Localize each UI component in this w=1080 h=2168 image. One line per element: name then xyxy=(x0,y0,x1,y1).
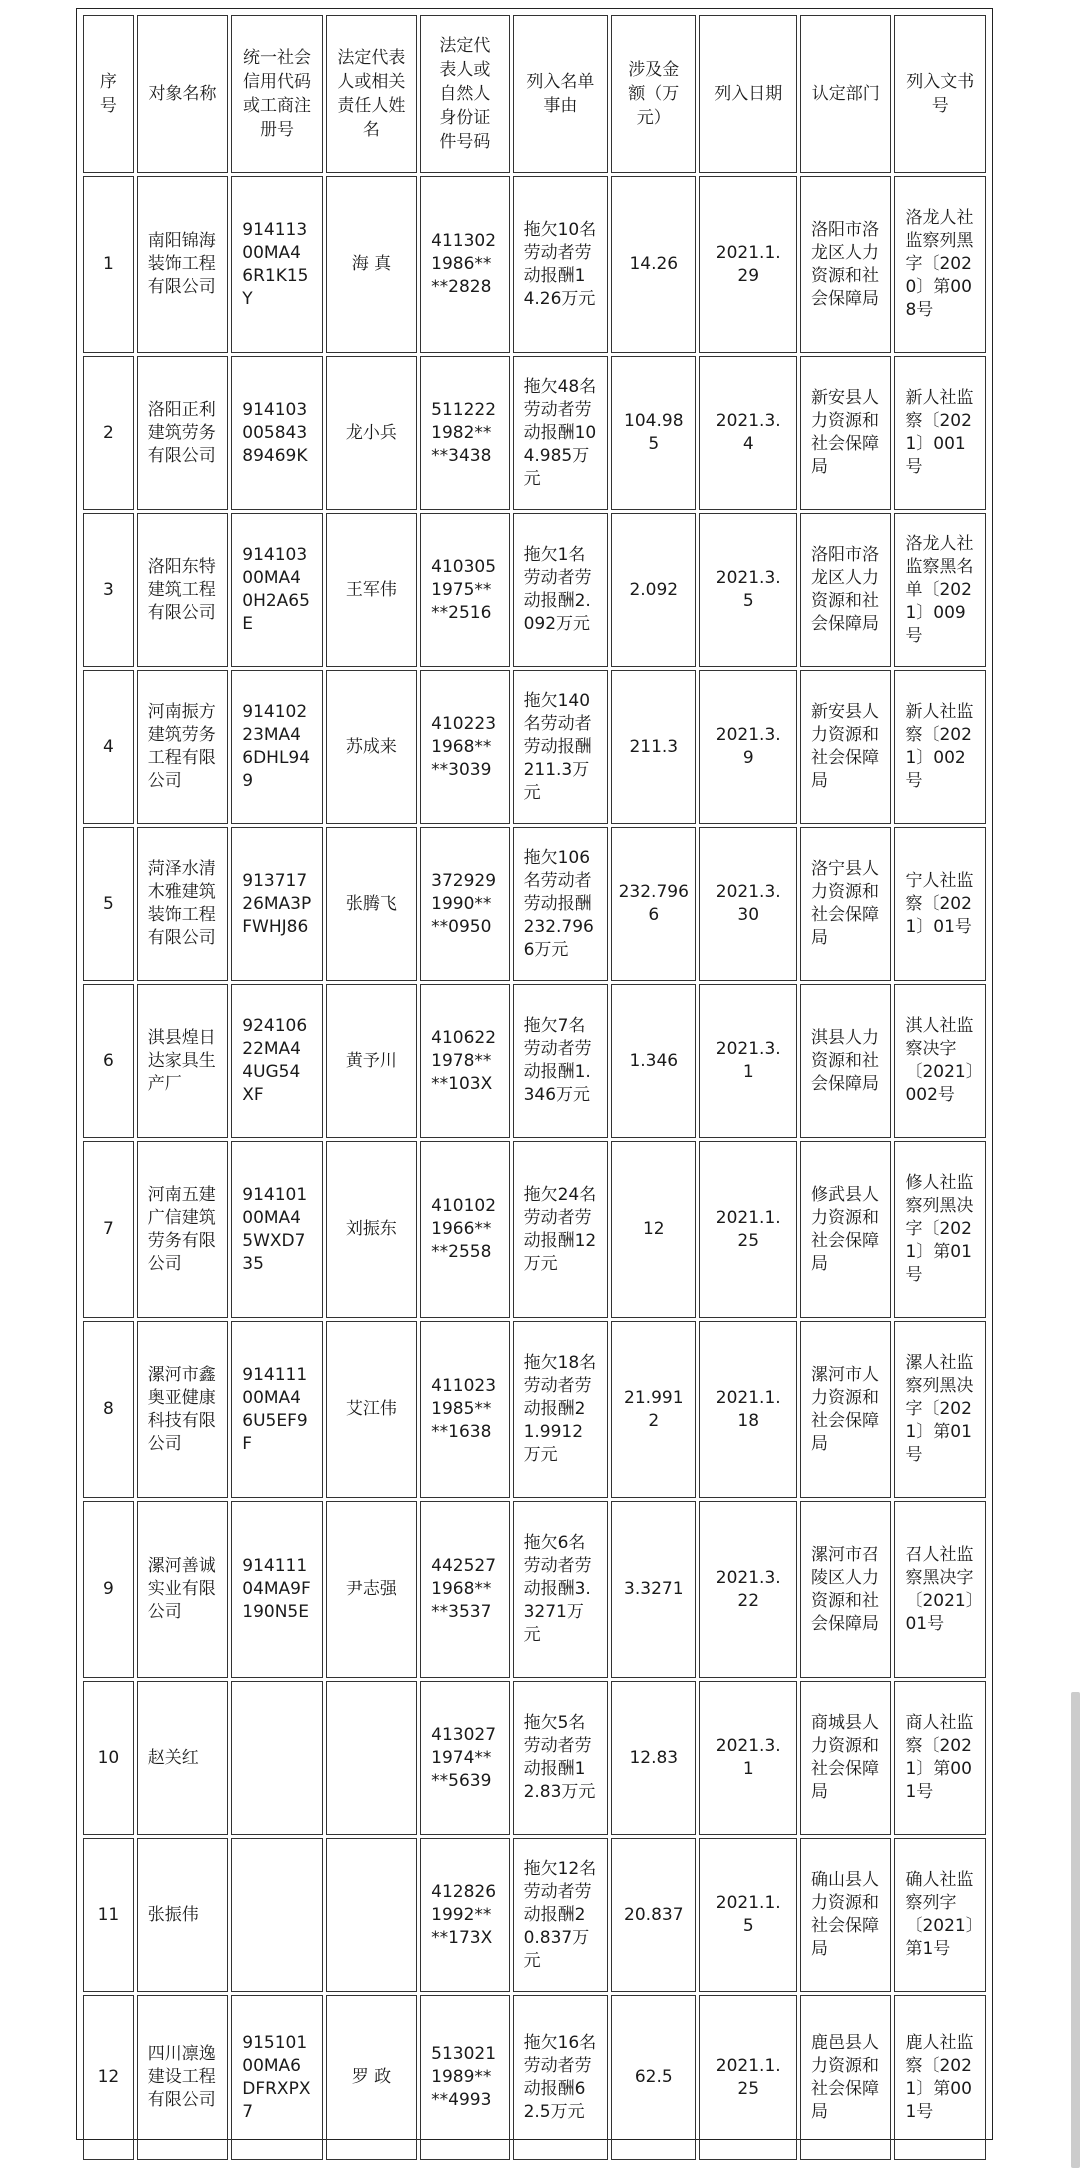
cell-code xyxy=(231,1838,322,1992)
cell-id: 4102231968****3039 xyxy=(420,670,509,824)
cell-reason: 拖欠48名劳动者劳动报酬104.985万元 xyxy=(513,356,609,510)
cell-dept: 鹿邑县人力资源和社会保障局 xyxy=(800,1995,891,2160)
cell-amount: 3.3271 xyxy=(611,1501,696,1678)
cell-date: 2021.1.25 xyxy=(699,1141,797,1318)
cell-seq: 2 xyxy=(83,356,134,510)
header-seq: 序号 xyxy=(83,15,134,173)
cell-doc: 洛龙人社监察黑名单〔2021〕009号 xyxy=(894,513,986,667)
cell-seq: 4 xyxy=(83,670,134,824)
header-doc: 列入文书号 xyxy=(894,15,986,173)
cell-seq: 8 xyxy=(83,1321,134,1498)
cell-reason: 拖欠1名劳动者劳动报酬2.092万元 xyxy=(513,513,609,667)
cell-doc: 新人社监察〔2021〕002号 xyxy=(894,670,986,824)
cell-rep: 龙小兵 xyxy=(326,356,417,510)
table-row xyxy=(83,356,986,510)
cell-date: 2021.3.1 xyxy=(699,984,797,1138)
table-row xyxy=(83,1141,986,1318)
blacklist-table xyxy=(80,12,989,2163)
cell-name: 洛阳正利建筑劳务有限公司 xyxy=(137,356,228,510)
cell-code: 91411104MA9F190N5E xyxy=(231,1501,322,1678)
cell-name: 张振伟 xyxy=(137,1838,228,1992)
cell-seq: 11 xyxy=(83,1838,134,1992)
cell-rep: 罗 政 xyxy=(326,1995,417,2160)
cell-id: 5112221982****3438 xyxy=(420,356,509,510)
cell-code: 91410223MA46DHL949 xyxy=(231,670,322,824)
cell-doc: 淇人社监察决字〔2021〕002号 xyxy=(894,984,986,1138)
cell-seq: 6 xyxy=(83,984,134,1138)
cell-code: 91410300MA40H2A65E xyxy=(231,513,322,667)
cell-amount: 1.346 xyxy=(611,984,696,1138)
cell-doc: 召人社监察黑决字〔2021〕01号 xyxy=(894,1501,986,1678)
cell-dept: 新安县人力资源和社会保障局 xyxy=(800,670,891,824)
table-row xyxy=(83,1838,986,1992)
cell-reason: 拖欠24名劳动者劳动报酬12万元 xyxy=(513,1141,609,1318)
cell-date: 2021.3.1 xyxy=(699,1681,797,1835)
cell-dept: 漯河市人力资源和社会保障局 xyxy=(800,1321,891,1498)
cell-name: 赵关红 xyxy=(137,1681,228,1835)
table-row xyxy=(83,1321,986,1498)
header-dept: 认定部门 xyxy=(800,15,891,173)
header-id: 法定代表人或自然人身份证件号码 xyxy=(420,15,509,173)
cell-code: 91411100MA46U5EF9F xyxy=(231,1321,322,1498)
cell-id: 4113021986****2828 xyxy=(420,176,509,353)
cell-reason: 拖欠106名劳动者劳动报酬232.7966万元 xyxy=(513,827,609,981)
cell-doc: 洛龙人社监察列黑字〔2020〕第008号 xyxy=(894,176,986,353)
cell-dept: 商城县人力资源和社会保障局 xyxy=(800,1681,891,1835)
cell-name: 菏泽水清木雅建筑装饰工程有限公司 xyxy=(137,827,228,981)
header-reason: 列入名单事由 xyxy=(513,15,609,173)
header-rep: 法定代表人或相关责任人姓名 xyxy=(326,15,417,173)
table-header-row xyxy=(83,15,986,173)
cell-seq: 10 xyxy=(83,1681,134,1835)
cell-seq: 12 xyxy=(83,1995,134,2160)
cell-reason: 拖欠140名劳动者劳动报酬211.3万元 xyxy=(513,670,609,824)
cell-dept: 新安县人力资源和社会保障局 xyxy=(800,356,891,510)
cell-seq: 7 xyxy=(83,1141,134,1318)
cell-code: 91410100MA45WXD735 xyxy=(231,1141,322,1318)
cell-rep: 海 真 xyxy=(326,176,417,353)
cell-date: 2021.1.29 xyxy=(699,176,797,353)
cell-amount: 2.092 xyxy=(611,513,696,667)
table-row xyxy=(83,984,986,1138)
cell-amount: 62.5 xyxy=(611,1995,696,2160)
cell-seq: 3 xyxy=(83,513,134,667)
cell-doc: 商人社监察〔2021〕第001号 xyxy=(894,1681,986,1835)
cell-date: 2021.1.25 xyxy=(699,1995,797,2160)
cell-seq: 1 xyxy=(83,176,134,353)
cell-name: 漯河善诚实业有限公司 xyxy=(137,1501,228,1678)
cell-doc: 漯人社监察列黑决字〔2021〕第01号 xyxy=(894,1321,986,1498)
cell-id: 4128261992****173X xyxy=(420,1838,509,1992)
cell-reason: 拖欠6名劳动者劳动报酬3.3271万元 xyxy=(513,1501,609,1678)
cell-dept: 修武县人力资源和社会保障局 xyxy=(800,1141,891,1318)
cell-date: 2021.3.22 xyxy=(699,1501,797,1678)
cell-date: 2021.1.18 xyxy=(699,1321,797,1498)
cell-amount: 232.7966 xyxy=(611,827,696,981)
cell-amount: 12.83 xyxy=(611,1681,696,1835)
cell-amount: 14.26 xyxy=(611,176,696,353)
cell-rep: 王军伟 xyxy=(326,513,417,667)
cell-doc: 修人社监察列黑决字〔2021〕第01号 xyxy=(894,1141,986,1318)
cell-name: 南阳锦海装饰工程有限公司 xyxy=(137,176,228,353)
cell-id: 4101021966****2558 xyxy=(420,1141,509,1318)
header-name: 对象名称 xyxy=(137,15,228,173)
cell-amount: 104.985 xyxy=(611,356,696,510)
cell-rep: 尹志强 xyxy=(326,1501,417,1678)
cell-name: 漯河市鑫奥亚健康科技有限公司 xyxy=(137,1321,228,1498)
cell-name: 河南五建广信建筑劳务有限公司 xyxy=(137,1141,228,1318)
cell-doc: 宁人社监察〔2021〕01号 xyxy=(894,827,986,981)
cell-reason: 拖欠12名劳动者劳动报酬20.837万元 xyxy=(513,1838,609,1992)
cell-id: 3729291990****0950 xyxy=(420,827,509,981)
cell-id: 4106221978****103X xyxy=(420,984,509,1138)
cell-dept: 洛阳市洛龙区人力资源和社会保障局 xyxy=(800,176,891,353)
table-row xyxy=(83,670,986,824)
header-code: 统一社会信用代码或工商注册号 xyxy=(231,15,322,173)
cell-date: 2021.3.30 xyxy=(699,827,797,981)
table-row xyxy=(83,176,986,353)
table-row xyxy=(83,1501,986,1678)
cell-reason: 拖欠18名劳动者劳动报酬21.9912万元 xyxy=(513,1321,609,1498)
cell-code: 91411300MA46R1K15Y xyxy=(231,176,322,353)
blacklist-table-frame xyxy=(76,8,993,2140)
header-amount: 涉及金额（万元） xyxy=(611,15,696,173)
cell-name: 淇县煌日达家具生产厂 xyxy=(137,984,228,1138)
cell-date: 2021.3.9 xyxy=(699,670,797,824)
cell-rep: 刘振东 xyxy=(326,1141,417,1318)
cell-code xyxy=(231,1681,322,1835)
cell-dept: 确山县人力资源和社会保障局 xyxy=(800,1838,891,1992)
cell-id: 5130211989****4993 xyxy=(420,1995,509,2160)
cell-reason: 拖欠16名劳动者劳动报酬62.5万元 xyxy=(513,1995,609,2160)
cell-dept: 洛宁县人力资源和社会保障局 xyxy=(800,827,891,981)
cell-code: 91510100MA6DFRXPX7 xyxy=(231,1995,322,2160)
cell-rep: 张腾飞 xyxy=(326,827,417,981)
cell-doc: 鹿人社监察〔2021〕第001号 xyxy=(894,1995,986,2160)
table-row xyxy=(83,827,986,981)
cell-doc: 新人社监察〔2021〕001号 xyxy=(894,356,986,510)
table-row xyxy=(83,1995,986,2160)
cell-name: 河南振方建筑劳务工程有限公司 xyxy=(137,670,228,824)
cell-date: 2021.3.5 xyxy=(699,513,797,667)
table-row xyxy=(83,1681,986,1835)
cell-date: 2021.3.4 xyxy=(699,356,797,510)
cell-reason: 拖欠5名劳动者劳动报酬12.83万元 xyxy=(513,1681,609,1835)
cell-code: 91371726MA3PFWHJ86 xyxy=(231,827,322,981)
cell-reason: 拖欠7名劳动者劳动报酬1.346万元 xyxy=(513,984,609,1138)
cell-id: 4103051975****2516 xyxy=(420,513,509,667)
cell-rep: 黄予川 xyxy=(326,984,417,1138)
cell-name: 洛阳东特建筑工程有限公司 xyxy=(137,513,228,667)
cell-reason: 拖欠10名劳动者劳动报酬14.26万元 xyxy=(513,176,609,353)
cell-date: 2021.1.5 xyxy=(699,1838,797,1992)
cell-code: 91410300584389469K xyxy=(231,356,322,510)
cell-amount: 20.837 xyxy=(611,1838,696,1992)
cell-name: 四川凛逸建设工程有限公司 xyxy=(137,1995,228,2160)
cell-id: 4110231985****1638 xyxy=(420,1321,509,1498)
cell-amount: 21.9912 xyxy=(611,1321,696,1498)
vertical-scrollbar-thumb[interactable] xyxy=(1071,1692,1080,2168)
cell-seq: 9 xyxy=(83,1501,134,1678)
cell-amount: 211.3 xyxy=(611,670,696,824)
cell-dept: 洛阳市洛龙区人力资源和社会保障局 xyxy=(800,513,891,667)
cell-rep: 苏成来 xyxy=(326,670,417,824)
cell-amount: 12 xyxy=(611,1141,696,1318)
header-date: 列入日期 xyxy=(699,15,797,173)
cell-dept: 漯河市召陵区人力资源和社会保障局 xyxy=(800,1501,891,1678)
cell-id: 4130271974****5639 xyxy=(420,1681,509,1835)
cell-rep xyxy=(326,1681,417,1835)
cell-rep xyxy=(326,1838,417,1992)
cell-rep: 艾江伟 xyxy=(326,1321,417,1498)
cell-code: 92410622MA44UG54XF xyxy=(231,984,322,1138)
cell-seq: 5 xyxy=(83,827,134,981)
cell-doc: 确人社监察列字〔2021〕第1号 xyxy=(894,1838,986,1992)
cell-dept: 淇县人力资源和社会保障局 xyxy=(800,984,891,1138)
cell-id: 4425271968****3537 xyxy=(420,1501,509,1678)
table-row xyxy=(83,513,986,667)
